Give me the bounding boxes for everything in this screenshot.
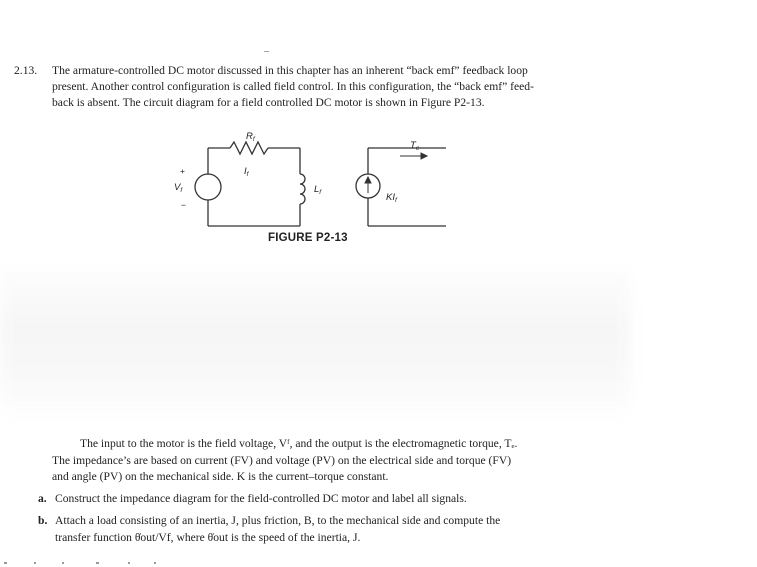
label-minus: − [181,200,186,210]
label-kif: $KI_f$ [386,192,397,204]
item-b-line-1: Attach a load consisting of an inertia, J, plus friction, B, to the mechanical side and compute the [55,514,501,527]
label-rf: $R_f$ [246,131,255,143]
intro-line-2: The impedance’s are based on current (FV) and voltage (PV) on the electrical side and torque (FV) [52,453,512,467]
stray-mark: _ [264,42,269,53]
source-arrow-head [365,177,371,183]
problem-number: 2.13. [14,64,38,77]
circuit-diagram [160,126,460,248]
item-a-text: Construct the impedance diagram for the field-controlled DC motor and label all signals. [55,492,467,505]
problem-line-1: The armature-controlled DC motor discussed in this chapter has an inherent “back emf” feedback loop [52,64,528,77]
torque-arrow-head [421,153,427,159]
label-te: $T_e$ [410,140,420,152]
label-vf: $V_f$ [174,182,183,194]
item-a-label: a. [38,492,47,505]
intro-line-3: and angle (PV) on the mechanical side. K is the current–torque constant. [52,470,389,483]
blurred-region [0,268,630,418]
label-if: $I_f$ [244,166,249,178]
intro-line-1: The input to the motor is the field voltage, Vᶠ, and the output is the electromagnetic torque, Tₑ. [80,437,518,450]
label-lf: $L_f$ [314,184,322,196]
problem-line-2: present. Another control configuration is called field control. In this configuration, the “back emf” feed- [52,80,534,93]
item-b-line-2: transfer function θ̇out/Vf, where θ̇out is the speed of the inertia, J. [55,530,361,544]
resistor-rf [230,142,268,154]
item-b-label: b. [38,514,48,527]
inductor-lf [300,174,305,204]
problem-line-3: back is absent. The circuit diagram for a field controlled DC motor is shown in Figure P2-13. [52,96,485,109]
label-plus: + [180,166,185,176]
cutoff-text-fragments [0,560,200,566]
voltage-source-vf [195,174,221,200]
figure-caption: FIGURE P2-13 [268,232,348,244]
